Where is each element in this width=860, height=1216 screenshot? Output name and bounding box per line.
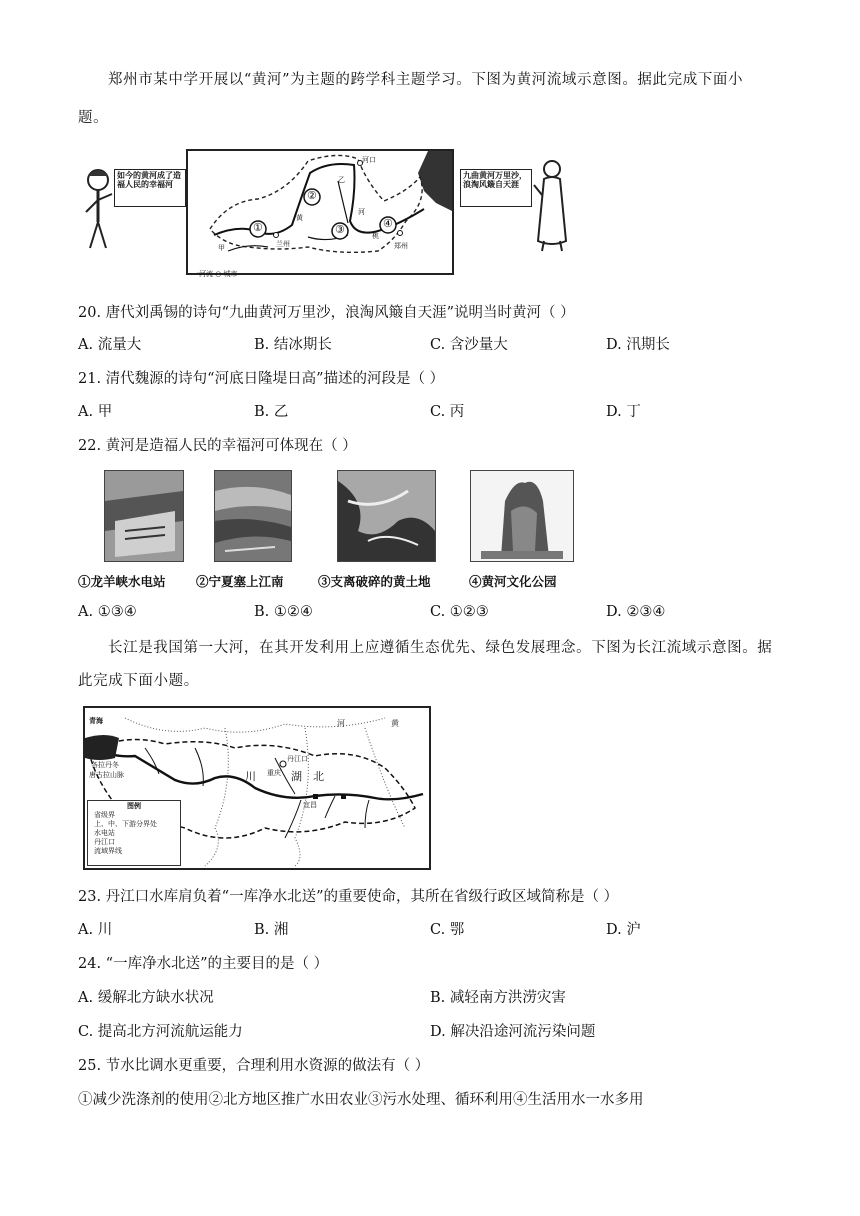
label-bei: 北 xyxy=(313,770,324,783)
yangtze-river-map xyxy=(83,706,431,870)
q23-option-c[interactable]: C. 鄂 xyxy=(430,922,465,938)
q24-option-c[interactable]: C. 提高北方河流航运能力 xyxy=(78,1024,243,1040)
yellow-river-figure xyxy=(80,145,580,280)
intro-line-1: 郑州市某中学开展以“黄河”为主题的跨学科主题学习。下图为黄河流域示意图。据此完成下面小 xyxy=(108,72,744,88)
intro2-line-2: 此完成下面小题。 xyxy=(78,673,199,689)
map-num-2: ② xyxy=(307,189,317,202)
map-num-3: ③ xyxy=(335,223,345,236)
photo-culture-park xyxy=(470,470,574,562)
q20-option-a[interactable]: A. 流量大 xyxy=(78,337,142,353)
label-huang: 黄 xyxy=(391,719,399,728)
q24-option-a[interactable]: A. 缓解北方缺水状况 xyxy=(78,990,214,1006)
q20-option-b[interactable]: B. 结冰期长 xyxy=(254,337,332,353)
q25-items: ①减少洗涤剂的使用②北方地区推广水田农业③污水处理、循环利用④生活用水一水多用 xyxy=(78,1092,644,1108)
label-hu: 湖 xyxy=(291,770,302,783)
caption-1: ①龙羊峡水电站 xyxy=(78,574,166,589)
q21-option-b[interactable]: B. 乙 xyxy=(254,404,289,420)
q23-stem: 23. 丹江口水库肩负着“一库净水北送”的重要使命，其所在省级行政区域简称是（ ） xyxy=(78,889,619,905)
map-num-1: ① xyxy=(253,221,263,234)
label-chuan: 川 xyxy=(245,770,256,783)
q23-option-d[interactable]: D. 沪 xyxy=(606,922,641,938)
photo-ningxia xyxy=(214,470,292,562)
map-label-huang: 黄 xyxy=(296,214,303,222)
q24-option-d[interactable]: D. 解决沿途河流污染问题 xyxy=(430,1024,596,1040)
q22-option-b[interactable]: B. ①②④ xyxy=(254,604,313,620)
q20-option-c[interactable]: C. 含沙量大 xyxy=(430,337,508,353)
yellow-map-legend: 一河流 ○ 城市 xyxy=(192,270,238,278)
q20-option-d[interactable]: D. 汛期长 xyxy=(606,337,670,353)
q21-option-d[interactable]: D. 丁 xyxy=(606,404,641,420)
map-label-jia: 甲 xyxy=(218,244,225,252)
q22-option-c[interactable]: C. ①②③ xyxy=(430,604,489,620)
q21-option-a[interactable]: A. 甲 xyxy=(78,404,113,420)
map-label-zhengzhou: 郑州 xyxy=(394,242,408,250)
map-label-he: 河 xyxy=(358,208,365,216)
photo-longyangxia xyxy=(104,470,184,562)
caption-2: ②宁夏塞上江南 xyxy=(196,574,284,589)
intro2-line-1: 长江是我国第一大河，在其开发利用上应遵循生态优先、绿色发展理念。下图为长江流域示意图。据 xyxy=(108,640,773,656)
label-chongqing: 重庆 xyxy=(267,769,281,777)
map-label-lanzhou: 兰州 xyxy=(276,240,290,248)
map-label-tao: 桃 xyxy=(372,232,379,240)
label-yichang: 宜昌 xyxy=(303,801,317,809)
label-geladandong: 各拉丹冬 xyxy=(91,761,119,769)
legend-item-4: 丹江口 xyxy=(94,838,115,846)
legend-item-3: 水电站 xyxy=(94,829,115,837)
left-speech-bubble: 如今的黄河成了造福人民的幸福河 xyxy=(114,169,186,207)
dam-photo-image xyxy=(105,471,183,561)
intro-line-2: 题。 xyxy=(78,110,109,126)
q20-stem: 20. 唐代刘禹锡的诗句“九曲黄河万里沙，浪淘风簸自天涯”说明当时黄河（ ） xyxy=(78,305,575,321)
statue-photo-image xyxy=(471,471,573,561)
q22-option-a[interactable]: A. ①③④ xyxy=(78,604,137,620)
legend-title: 图例 xyxy=(127,801,141,810)
q24-stem: 24. “一库净水北送”的主要目的是（ ） xyxy=(78,956,329,972)
q22-option-d[interactable]: D. ②③④ xyxy=(606,604,666,620)
ningxia-photo-image xyxy=(215,471,291,561)
legend-item-2: 上、中、下游分界处 xyxy=(94,820,157,828)
label-he: 河 xyxy=(337,719,345,728)
yellow-river-map xyxy=(186,149,454,275)
legend-item-5: 流域界线 xyxy=(94,847,122,855)
loess-photo-image xyxy=(338,471,435,561)
yellow-river-map-drawing xyxy=(188,151,452,273)
legend-item-1: 省级界 xyxy=(94,811,115,819)
caption-4: ④黄河文化公园 xyxy=(469,574,557,589)
label-qinghai: 青海 xyxy=(89,716,103,725)
map-label-yi: 乙 xyxy=(338,176,345,184)
label-danjiangkou: 丹江口 xyxy=(287,755,308,763)
q23-option-b[interactable]: B. 湘 xyxy=(254,922,289,938)
q22-stem: 22. 黄河是造福人民的幸福河可体现在（ ） xyxy=(78,438,357,454)
q21-option-c[interactable]: C. 丙 xyxy=(430,404,465,420)
caption-3: ③支离破碎的黄土地 xyxy=(318,574,431,589)
map-num-4: ④ xyxy=(383,217,393,230)
map-label-hekou: 河口 xyxy=(362,156,376,164)
photo-loess xyxy=(337,470,436,562)
q24-option-b[interactable]: B. 减轻南方洪涝灾害 xyxy=(430,990,566,1006)
q21-stem: 21. 清代魏源的诗句“河底日隆堤日高”描述的河段是（ ） xyxy=(78,371,445,387)
label-tanggula: 唐古拉山脉 xyxy=(89,771,124,779)
yangtze-legend xyxy=(87,800,181,866)
right-speech-bubble: 九曲黄河万里沙，浪淘风簸自天涯 xyxy=(460,169,532,207)
q23-option-a[interactable]: A. 川 xyxy=(78,922,113,938)
poet-cartoon-icon xyxy=(532,155,572,255)
q25-stem: 25. 节水比调水更重要，合理利用水资源的做法有（ ） xyxy=(78,1058,430,1074)
